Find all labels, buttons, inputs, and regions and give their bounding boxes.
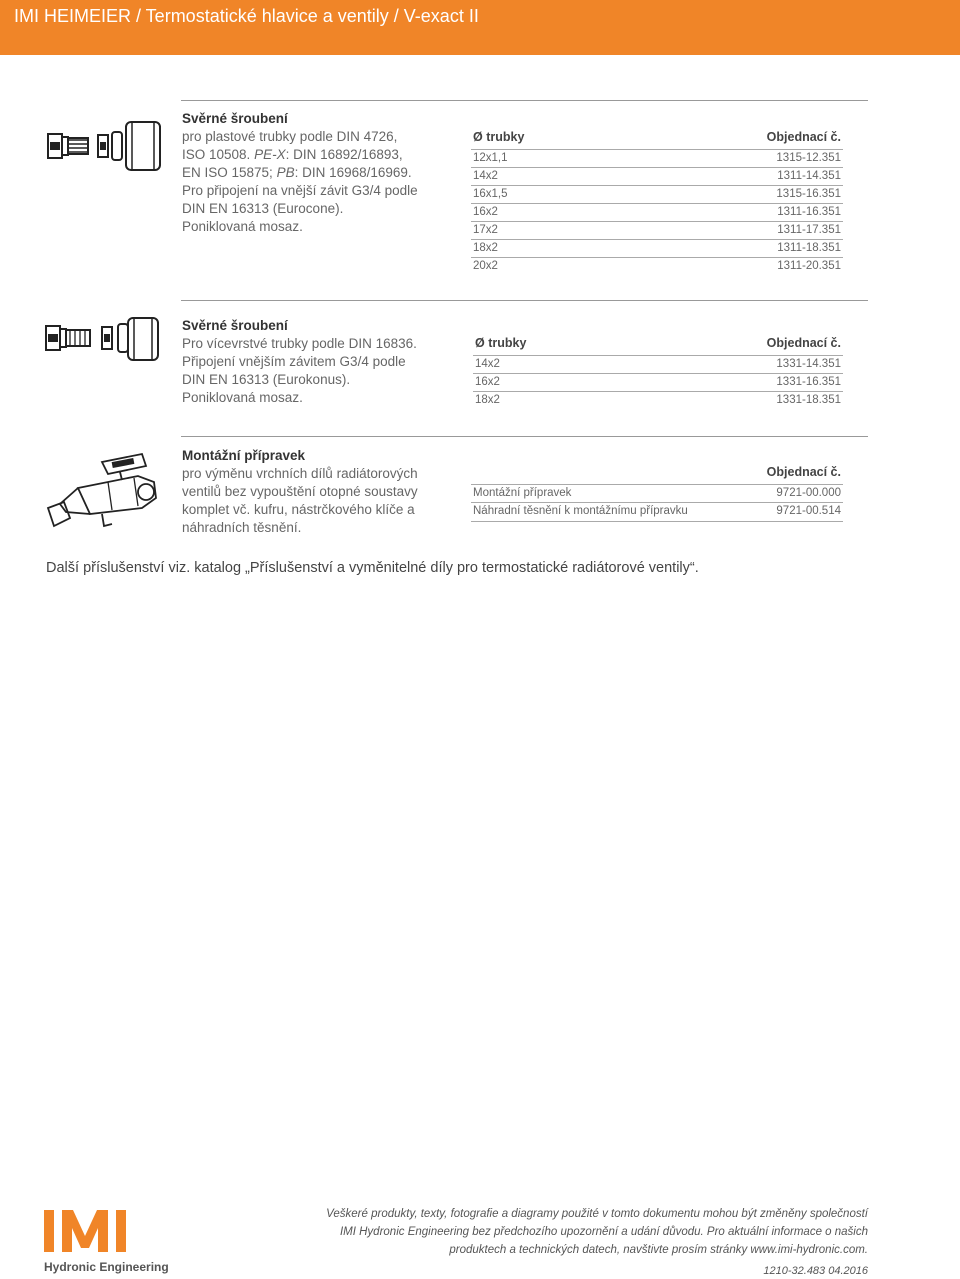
table-row: 16x1,5 1315-16.351: [471, 185, 843, 204]
header-bar: [0, 0, 960, 55]
table-row: 16x2 1311-16.351: [471, 203, 843, 222]
col-header-pipe: Ø trubky: [475, 336, 527, 350]
logo-subtitle: Hydronic Engineering: [44, 1260, 169, 1274]
further-accessories-note: Další příslušenství viz. katalog „Příslušenství a vyměnitelné díly pro termostatické radiátorové ventily“.: [46, 560, 699, 576]
installation-tool-illustration: [38, 452, 162, 538]
section-divider: [181, 300, 868, 301]
section3-table: [471, 465, 843, 525]
desc-line: EN ISO 15875; PB: DIN 16968/16969.: [182, 165, 412, 180]
section-divider: [181, 100, 868, 101]
desc-line: Pro vícevrstvé trubky podle DIN 16836.: [182, 336, 417, 351]
col-header-order: Objednací č.: [766, 336, 841, 350]
multilayer-fitting-illustration: [42, 316, 162, 362]
col-header-pipe: Ø trubky: [473, 130, 525, 144]
document-number: 1210-32.483 04.2016: [763, 1265, 868, 1277]
section3-description: [182, 447, 418, 537]
desc-line: ISO 10508. PE-X: DIN 16892/16893,: [182, 147, 403, 162]
section2-table: [473, 336, 843, 412]
table-row: 18x2 1311-18.351: [471, 239, 843, 258]
imi-logo: [44, 1206, 140, 1254]
disclaimer-line: IMI Hydronic Engineering bez předchozího upozornění a udání důvodu. Pro aktuální informace o našich: [339, 1226, 868, 1238]
desc-line: náhradních těsnění.: [182, 520, 302, 535]
table-row: Montážní přípravek 9721-00.000: [471, 484, 843, 503]
table-row: 20x2 1311-20.351: [471, 257, 843, 276]
table-row: 18x2 1331-18.351: [473, 391, 843, 410]
table-row: 14x2 1331-14.351: [473, 355, 843, 374]
footer-disclaimer: [248, 1205, 868, 1259]
desc-line: Pro připojení na vnější závit G3/4 podle: [182, 183, 418, 198]
section1-description: [182, 110, 418, 236]
desc-line: Poniklovaná mosaz.: [182, 219, 303, 234]
table-row: 16x2 1331-16.351: [473, 373, 843, 392]
col-header-order: Objednací č.: [766, 130, 841, 144]
section-divider: [181, 436, 868, 437]
desc-line: DIN EN 16313 (Eurocone).: [182, 201, 344, 216]
compression-fitting-illustration: [44, 118, 164, 174]
table-row: 14x2 1311-14.351: [471, 167, 843, 186]
table-row: 17x2 1311-17.351: [471, 221, 843, 240]
disclaimer-line: Veškeré produkty, texty, fotografie a diagramy použité v tomto dokumentu mohou být změněny společností: [326, 1208, 868, 1220]
col-header-order: Objednací č.: [766, 465, 841, 479]
desc-line: pro plastové trubky podle DIN 4726,: [182, 129, 398, 144]
desc-line: pro výměnu vrchních dílů radiátorových: [182, 466, 418, 481]
section1-heading: Svěrné šroubení: [182, 111, 288, 126]
table-row: Náhradní těsnění k montážnímu přípravku 9721-00.514: [471, 502, 843, 522]
desc-line: Poniklovaná mosaz.: [182, 390, 303, 405]
desc-line: komplet vč. kufru, nástrčkového klíče a: [182, 502, 415, 517]
disclaimer-line: produktech a technických datech, navštivte prosím stránky www.imi-hydronic.com.: [449, 1244, 868, 1256]
desc-line: DIN EN 16313 (Eurokonus).: [182, 372, 351, 387]
section2-heading: Svěrné šroubení: [182, 318, 288, 333]
table-row: 12x1,1 1315-12.351: [471, 149, 843, 168]
section2-description: [182, 317, 417, 407]
desc-line: ventilů bez vypouštění otopné soustavy: [182, 484, 418, 499]
desc-line: Připojení vnějším závitem G3/4 podle: [182, 354, 406, 369]
section3-heading: Montážní přípravek: [182, 448, 306, 463]
page-title: IMI HEIMEIER / Termostatické hlavice a ventily / V-exact II: [14, 6, 479, 26]
section1-table: [471, 130, 843, 280]
